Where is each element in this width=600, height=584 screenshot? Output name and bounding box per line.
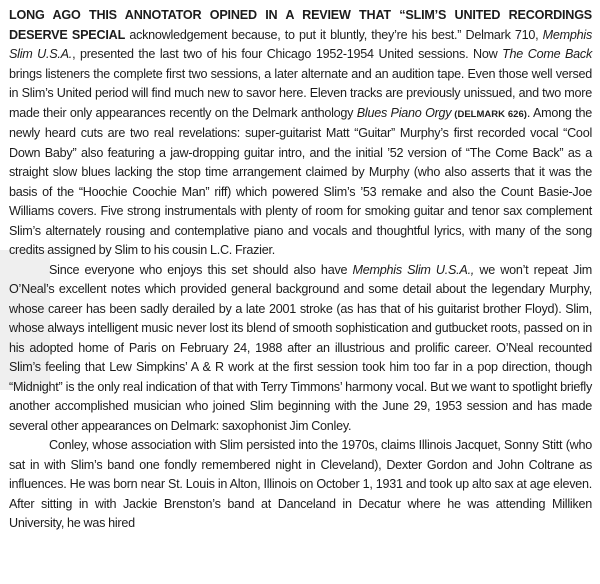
paragraph-1-text-a: acknowledgement because, to put it bluntly, they’re his best.” Delmark 710,	[125, 27, 543, 42]
catalog-number: (DELMARK 626)	[451, 108, 527, 120]
album-title-memphis-slim-usa-2: Memphis Slim U.S.A.,	[352, 262, 475, 277]
paragraph-2-text-a: Since everyone who enjoys this set should also have	[49, 262, 353, 277]
album-title-the-come-back: The Come Back	[502, 47, 592, 61]
paragraph-1-text-c: brings listeners the complete first two sessions, a later alternate and an audition tape. Even those well versed in Slim’s United period will find much new to savor here. Eleven tracks are previously unissued, and two more made their only appearances recently on the Delmark anthology	[9, 66, 592, 120]
paragraph-3-text-a: Conley, whose association with Slim persisted into the 1970s, claims Illinois Jacquet, Sonny Stitt (who sat in with Slim’s band one fondly remembered night in Cleveland), Dexter Gordon and John Coltrane as influences. He was born near St. Louis in Alton, Illinois on October 1, 1931 and took up alto sax at age eleven. After sitting in with Jackie Brenston’s band at Danceland in Decatur where he was attending Milliken University, he was hired	[9, 438, 592, 530]
paragraph-1-text-d: . Among the newly heard cuts are two real revelations: super-guitarist Matt “Guitar” Murphy’s first recorded vocal “Cool Down Baby” also featuring a jaw-dropping guitar intro, and the initial ’52 version of “The Come Back” as a straight slow blues lacking the stop time arrangement claimed by Murphy (who also asserts that it was the basis of the “Hoochie Coochie Man” riff) which powered Slim’s ’53 remake and also the Count Basie-Joe Williams covers. Five strong instrumentals with plenty of room for smoking guitar and tenor sax complement Slim’s alternately rousing and contemplative piano and vocals and thoughtful lyrics, with many of the song credits assigned by Slim to his cousin L.C. Frazier.	[9, 105, 592, 257]
paragraph-1	[9, 6, 592, 261]
paragraph-1-text-b: , presented the last two of his four Chicago 1952-1954 United sessions. Now	[72, 47, 503, 61]
paragraph-3	[9, 436, 592, 534]
paragraph-2-text-b: we won’t repeat Jim O’Neal’s excellent notes which provided general background and some detail about the legendary Murphy, whose career has been sadly derailed by a late 2001 stroke (as has that of his guitarist brother Floyd). Slim, whose always intelligent music never lost its blend of smooth sophistication and gutbucket roots, passed on in his adopted home of Paris on February 24, 1988 after an illustrious and prolific career. O’Neal recounted Slim’s feeling that Lew Simpkins’ A & R work at the first session took him too far in a pop direction, though “Midnight” is the only real indication of that with Terry Timmons’ harmony vocal. But we want to spotlight briefly another accomplished musician who joined Slim beginning with the June 29, 1953 session and has made several other appearances on Delmark: saxophonist Jim Conley.	[9, 262, 592, 433]
paragraph-1-lead-caps: LONG AGO THIS ANNOTATOR OPINED IN A REVIEW THAT “SLIM’S UNITED RECORDINGS DESERVE SPECIAL	[9, 8, 592, 42]
album-title-memphis-slim-usa: Memphis Slim U.S.A.	[9, 27, 592, 61]
album-title-blues-piano-orgy: Blues Piano Orgy	[356, 105, 452, 120]
paragraph-2	[9, 261, 592, 437]
